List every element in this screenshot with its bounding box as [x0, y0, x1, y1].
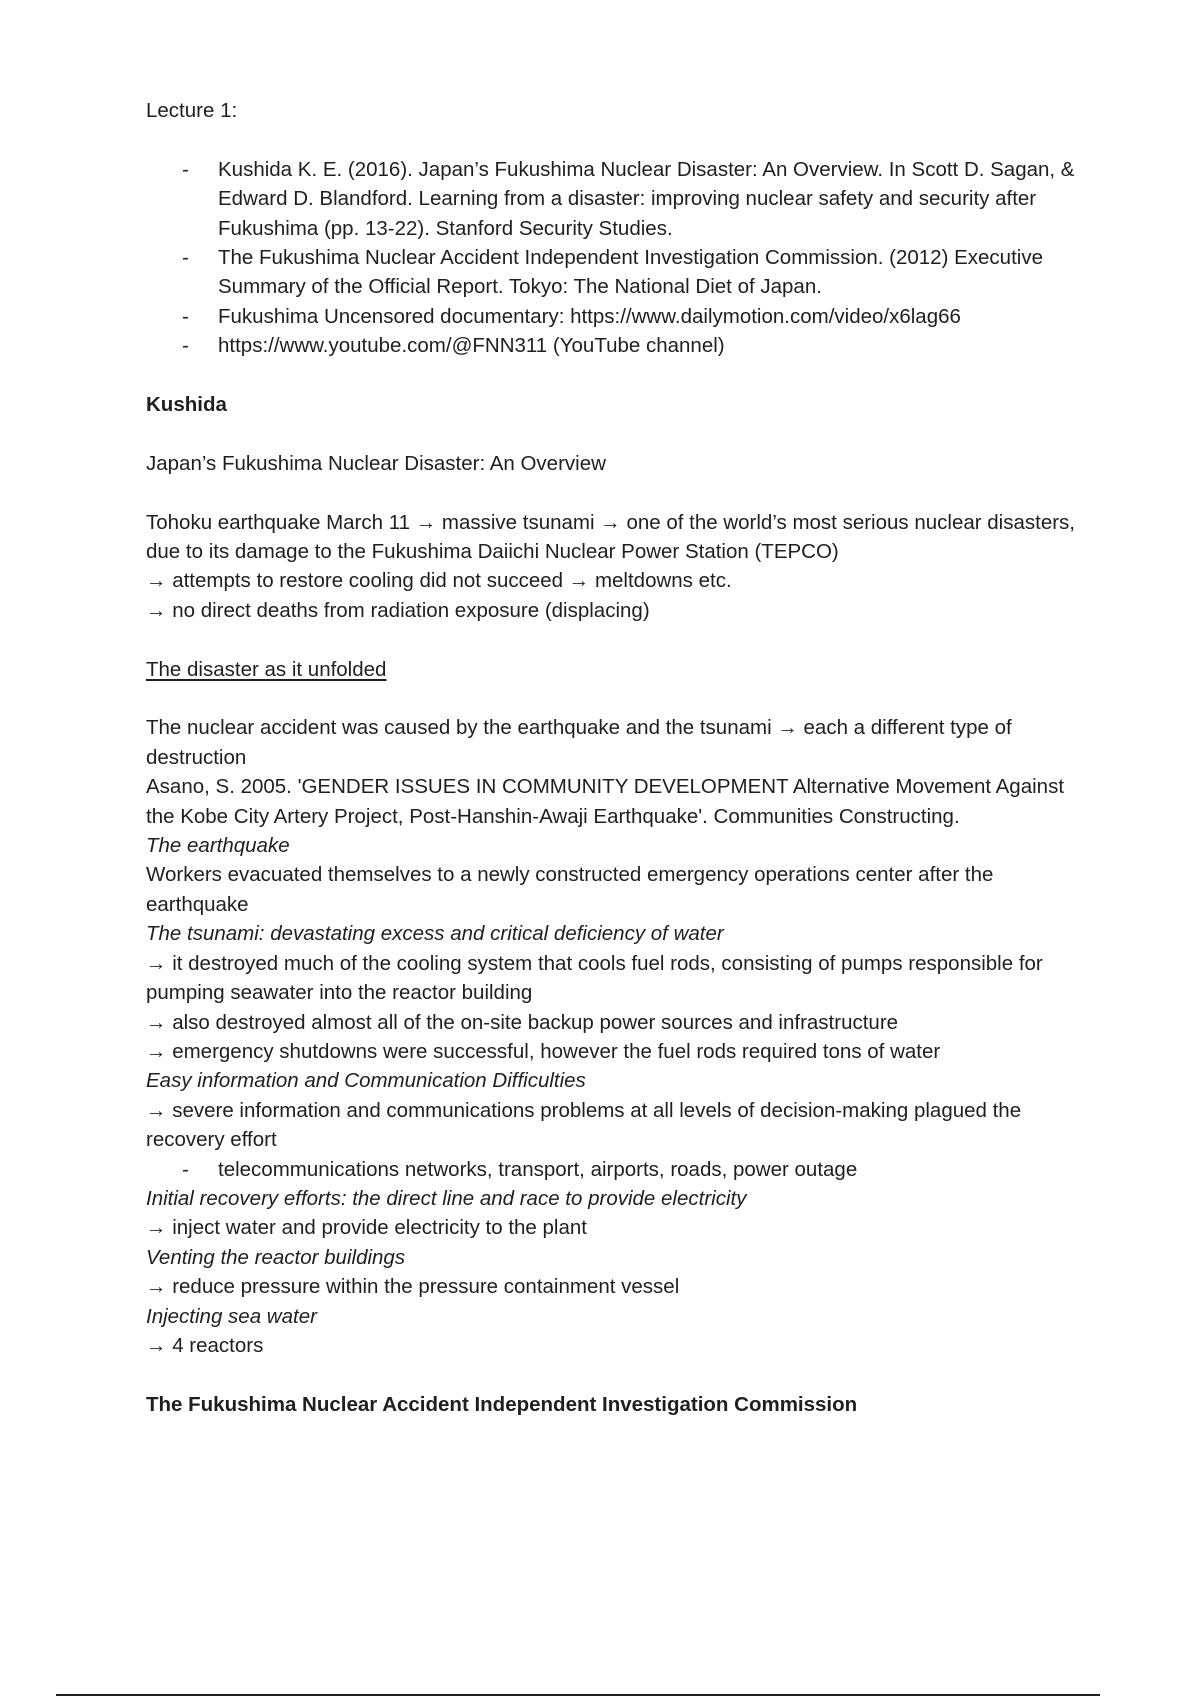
intro-line: → attempts to restore cooling did not succeed → meltdowns etc.: [146, 569, 732, 593]
section-heading-disaster: The disaster as it unfolded: [146, 657, 387, 681]
tsunami-point: → also destroyed almost all of the on-site backup power sources and infrastructure: [146, 1010, 899, 1034]
earthquake-heading: The earthquake: [146, 834, 290, 858]
seawater-heading: Injecting sea water: [146, 1304, 317, 1328]
lecture-heading: Lecture 1:: [146, 99, 238, 122]
intro-line: → no direct deaths from radiation exposure (displacing): [146, 598, 650, 622]
tsunami-heading: The tsunami: devastating excess and critical deficiency of water: [146, 922, 724, 946]
seawater-text: → 4 reactors: [146, 1333, 264, 1357]
info-sub-list: [146, 1155, 1076, 1184]
page-divider: [56, 1694, 1100, 1696]
reading-item: - Kushida K. E. (2016). Japan’s Fukushima Nuclear Disaster: An Overview. In Scott D. Sagan, & Edward D. Blandford. Learning from a disaster: improving nuclear safety and security after Fukushima (pp. 13-22). Stanford Security Studies.: [218, 155, 1076, 243]
venting-text: → reduce pressure within the pressure containment vessel: [146, 1275, 680, 1299]
reading-item: - Fukushima Uncensored documentary: https://www.dailymotion.com/video/x6lag66: [218, 302, 1076, 331]
document-page: [146, 96, 1076, 1419]
cause-paragraph: The nuclear accident was caused by the earthquake and the tsunami → each a different type of destruction: [146, 716, 1012, 769]
recovery-heading: Initial recovery efforts: the direct line and race to provide electricity: [146, 1186, 747, 1210]
tsunami-point: → emergency shutdowns were successful, however the fuel rods required tons of water: [146, 1039, 941, 1063]
reading-item: - The Fukushima Nuclear Accident Independent Investigation Commission. (2012) Executive Summary of the Official Report. Tokyo: The National Diet of Japan.: [218, 243, 1076, 302]
kushida-subtitle: Japan’s Fukushima Nuclear Disaster: An Overview: [146, 451, 606, 475]
info-heading: Easy information and Communication Difficulties: [146, 1069, 586, 1093]
intro-paragraph: Tohoku earthquake March 11 → massive tsunami → one of the world’s most serious nuclear disasters, due to its damage to the Fukushima Daiichi Nuclear Power Station (TEPCO): [146, 510, 1076, 564]
recovery-text: → inject water and provide electricity to the plant: [146, 1216, 587, 1240]
info-text: → severe information and communications problems at all levels of decision-making plagued the recovery effort: [146, 1098, 1022, 1152]
commission-heading: The Fukushima Nuclear Accident Independent Investigation Commission: [146, 1392, 858, 1416]
info-sub-item: - telecommunications networks, transport, airports, roads, power outage: [218, 1155, 1076, 1184]
earthquake-text: Workers evacuated themselves to a newly constructed emergency operations center after the earthquake: [146, 863, 994, 916]
tsunami-point: → it destroyed much of the cooling system that cools fuel rods, consisting of pumps responsible for pumping seawater into the reactor building: [146, 951, 1043, 1005]
readings-list: [146, 155, 1076, 361]
reading-item: - https://www.youtube.com/@FNN311 (YouTube channel): [218, 331, 1076, 360]
kushida-heading: Kushida: [146, 393, 227, 417]
asano-citation: Asano, S. 2005. 'GENDER ISSUES IN COMMUNITY DEVELOPMENT Alternative Movement Against the Kobe City Artery Project, Post-Hanshin-Awaji Earthquake'. Communities Constructing.: [146, 775, 1065, 828]
venting-heading: Venting the reactor buildings: [146, 1245, 406, 1269]
